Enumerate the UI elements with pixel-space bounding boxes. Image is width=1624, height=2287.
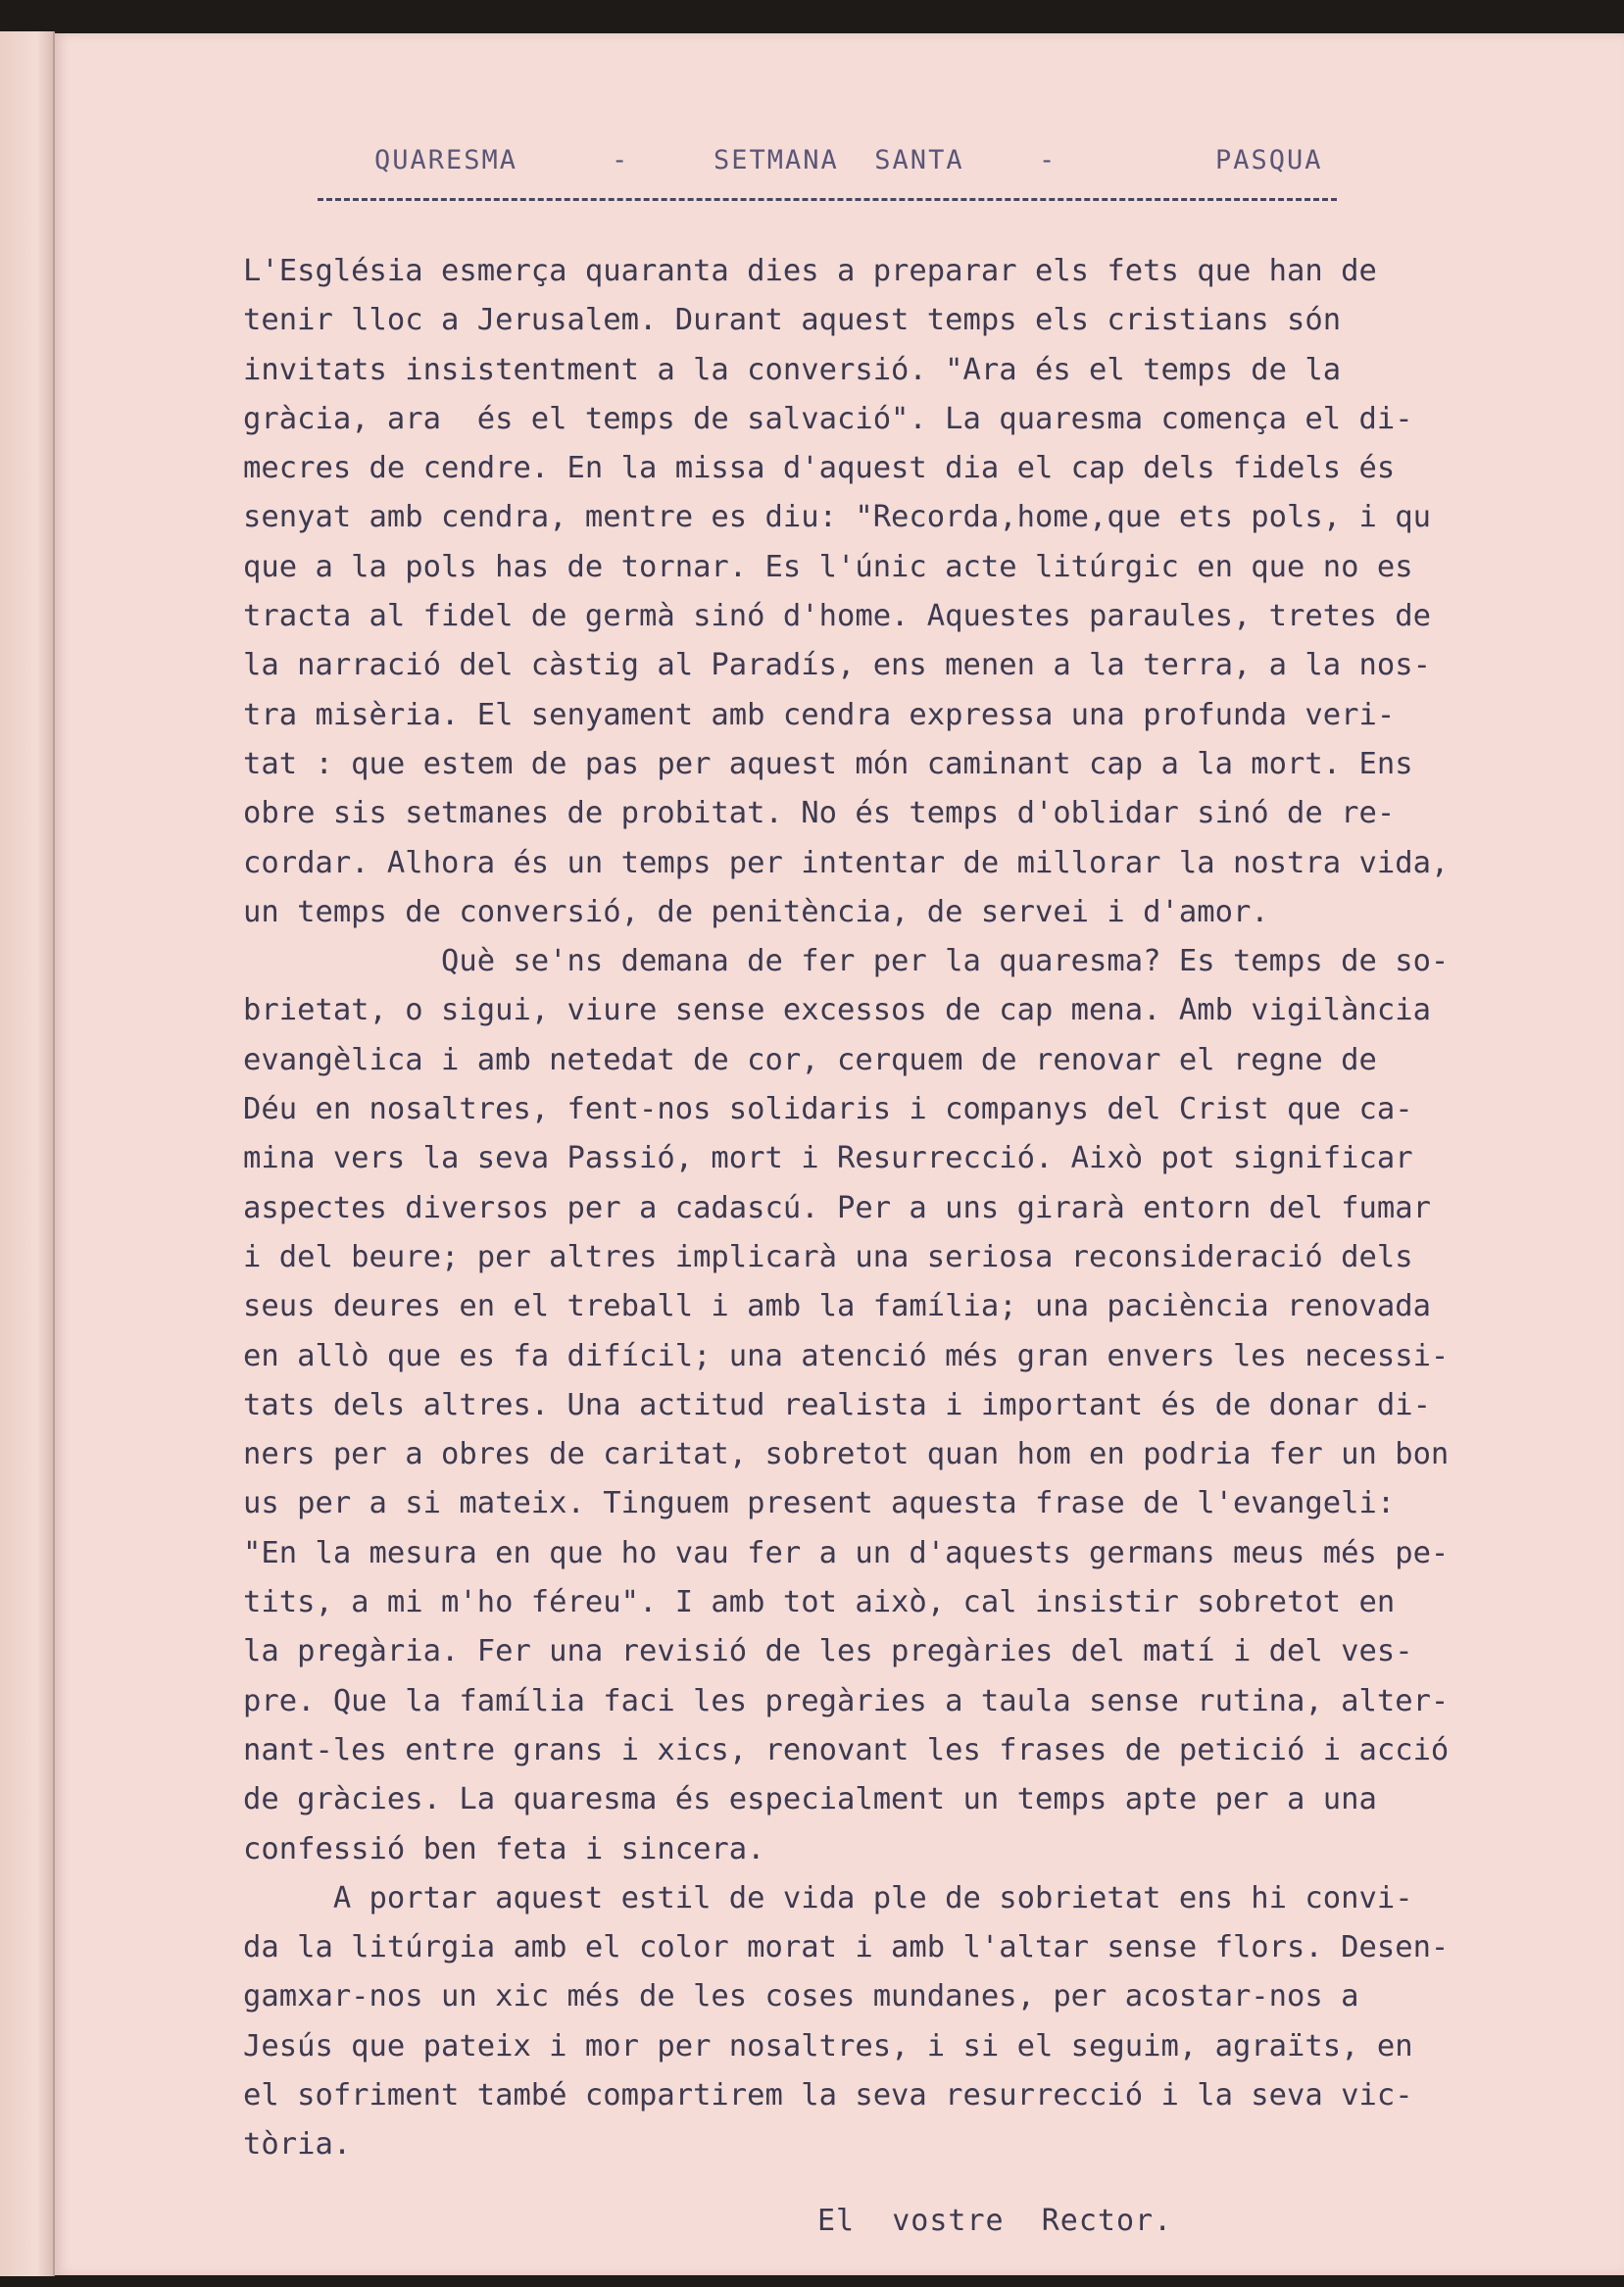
text-line: seus deures en el treball i amb la família; una paciència renovada	[243, 1289, 1431, 1324]
header-separator-2: -	[1039, 145, 1058, 175]
text-line: de gràcies. La quaresma és especialment un temps apte per a una	[243, 1782, 1377, 1817]
text-line: L'Església esmerça quaranta dies a preparar els fets que han de	[243, 254, 1377, 288]
header-pasqua: PASQUA	[1215, 145, 1323, 175]
header-quaresma: QUARESMA	[374, 145, 518, 175]
text-line: tats dels altres. Una actitud realista i important és de donar di-	[243, 1387, 1431, 1422]
text-line: tenir lloc a Jerusalem. Durant aquest temps els cristians són	[243, 303, 1342, 338]
text-line: ners per a obres de caritat, sobretot quan hom en podria fer un bon	[243, 1437, 1450, 1472]
text-line: tat : que estem de pas per aquest món caminant cap a la mort. Ens	[243, 746, 1413, 781]
header-rule	[318, 198, 1337, 201]
text-line: confessió ben feta i sincera.	[243, 1831, 765, 1866]
text-line: us per a si mateix. Tinguem present aquesta frase de l'evangeli:	[243, 1486, 1396, 1521]
text-line: gamxar-nos un xic més de les coses mundanes, per acostar-nos a	[243, 1979, 1359, 2014]
text-line: mecres de cendre. En la missa d'aquest dia el cap dels fidels és	[243, 451, 1396, 486]
text-line: el sofriment també compartirem la seva resurrecció i la seva vic-	[243, 2077, 1413, 2113]
text-line: tòria.	[243, 2127, 352, 2163]
text-line: tracta al fidel de germà sinó d'home. Aquestes paraules, tretes de	[243, 599, 1431, 634]
text-line: obre sis setmanes de probitat. No és temps d'oblidar sinó de re-	[243, 796, 1396, 831]
text-line: i del beure; per altres implicarà una seriosa reconsideració dels	[243, 1239, 1413, 1274]
text-line: pre. Que la família faci les pregàries a taula sense rutina, alter-	[243, 1683, 1450, 1718]
text-line: invitats insistentment a la conversió. "Ara és el temps de la	[243, 352, 1342, 387]
header-separator-1: -	[612, 145, 630, 175]
text-line: aspectes diversos per a cadascú. Per a uns girarà entorn del fumar	[243, 1190, 1431, 1225]
body-text	[243, 247, 1596, 2170]
left-page-edge	[0, 31, 55, 2276]
text-line: mina vers la seva Passió, mort i Resurrecció. Això pot significar	[243, 1141, 1413, 1176]
text-line: evangèlica i amb netedat de cor, cerquem de renovar el regne de	[243, 1042, 1377, 1077]
text-line: en allò que es fa difícil; una atenció més gran envers les necessi-	[243, 1338, 1450, 1373]
text-line: cordar. Alhora és un temps per intentar de millorar la nostra vida,	[243, 845, 1450, 880]
text-line: nant-les entre grans i xics, renovant les frases de petició i acció	[243, 1732, 1450, 1767]
text-line: senyat amb cendra, mentre es diu: "Recorda,home,que ets pols, i qu	[243, 500, 1431, 535]
text-line: A portar aquest estil de vida ple de sobrietat ens hi convi-	[243, 1880, 1413, 1915]
signature: El vostre Rector.	[817, 2204, 1173, 2238]
text-line: gràcia, ara és el temps de salvació". La quaresma comença el di-	[243, 401, 1413, 436]
text-line: la pregària. Fer una revisió de les pregàries del matí i del ves-	[243, 1634, 1413, 1669]
text-line: da la litúrgia amb el color morat i amb l'altar sense flors. Desen-	[243, 1930, 1450, 1965]
header-setmana-santa: SETMANA SANTA	[714, 145, 964, 175]
page-header	[318, 108, 1337, 186]
text-line: Què se'ns demana de fer per la quaresma? Es temps de so-	[243, 944, 1450, 979]
text-line: un temps de conversió, de penitència, de servei i d'amor.	[243, 894, 1269, 929]
text-line: Jesús que pateix i mor per nosaltres, i si el seguim, agraïts, en	[243, 2028, 1413, 2063]
text-line: la narració del càstig al Paradís, ens menen a la terra, a la nos-	[243, 648, 1431, 683]
text-line: que a la pols has de tornar. Es l'únic acte litúrgic en que no es	[243, 549, 1413, 584]
text-line: brietat, o sigui, viure sense excessos de cap mena. Amb vigilància	[243, 993, 1431, 1028]
text-line: "En la mesura en que ho vau fer a un d'aquests germans meus més pe-	[243, 1535, 1450, 1570]
text-line: Déu en nosaltres, fent-nos solidaris i companys del Crist que ca-	[243, 1092, 1413, 1127]
text-line: tits, a mi m'ho féreu". I amb tot això, cal insistir sobretot en	[243, 1585, 1396, 1620]
text-line: tra misèria. El senyament amb cendra expressa una profunda veri-	[243, 697, 1396, 732]
